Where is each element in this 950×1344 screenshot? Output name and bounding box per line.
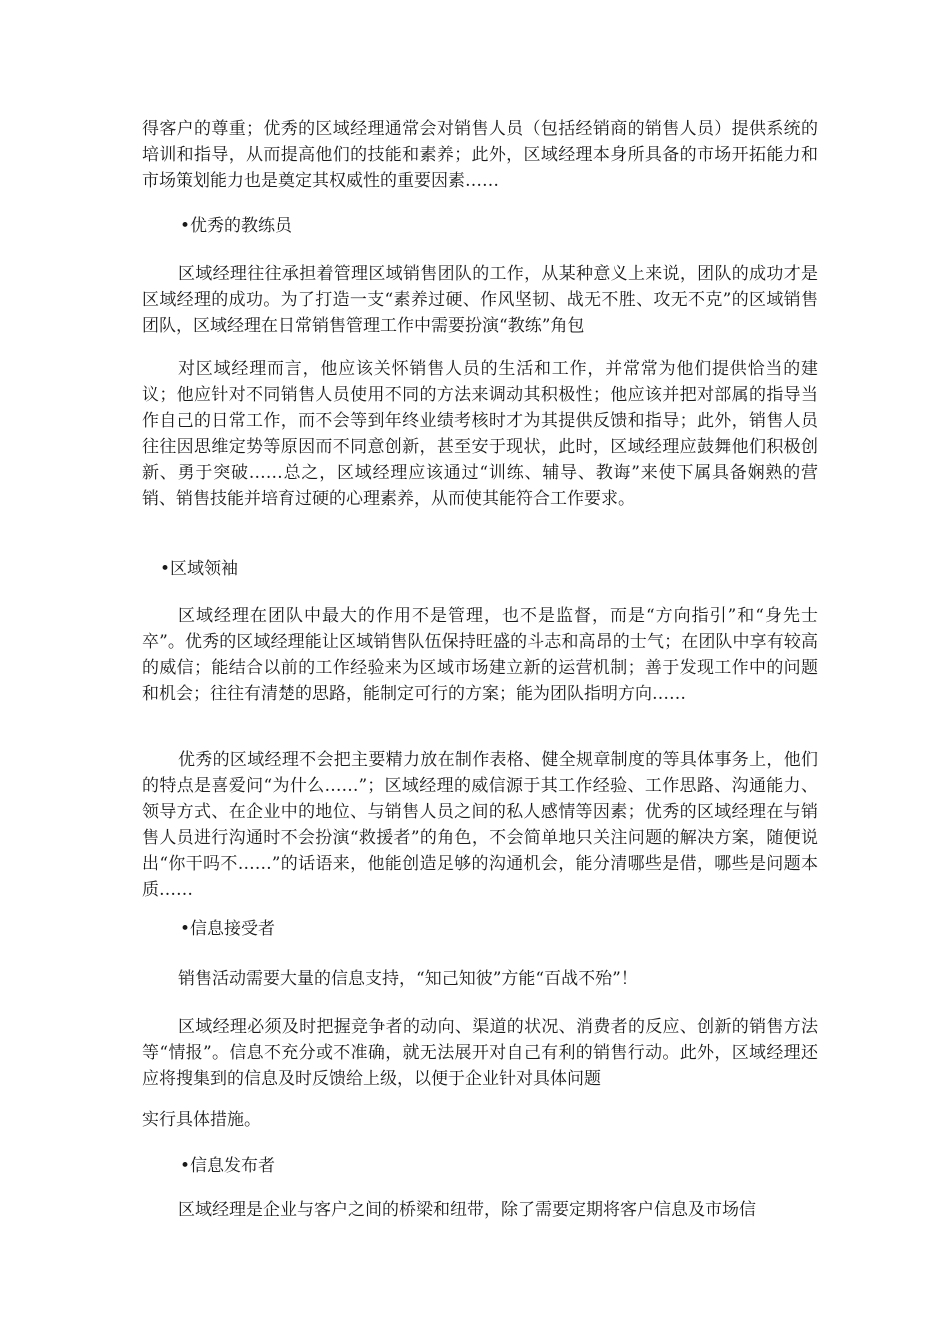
bullet-heading-coach: •优秀的教练员 (180, 216, 293, 236)
paragraph-info-support: 销售活动需要大量的信息支持，“知己知彼”方能“百战不殆”！ (178, 969, 638, 989)
paragraph-bridge: 区域经理是企业与客户之间的桥梁和纽带，除了需要定期将客户信息及市场信 (178, 1200, 756, 1220)
paragraph-team-coach: 区域经理往往承担着管理区域销售团队的工作，从某种意义上来说，团队的成功才是区域经理的成功。为了打造一支“素养过硬、作风坚韧、战无不胜、攻无不克”的区域销售团队，区域经理在日常销售管理工作中需要扮演“教练”角包 (142, 264, 818, 336)
paragraph-respect-training: 得客户的尊重；优秀的区域经理通常会对销售人员（包括经销商的销售人员）提供系统的培训和指导，从而提高他们的技能和素养；此外，区域经理本身所具备的市场开拓能力和市场策划能力也是奠定其权威性的重要因素…… (142, 119, 818, 191)
paragraph-intelligence: 区域经理必须及时把握竞争者的动向、渠道的状况、消费者的反应、创新的销售方法等“情报”。信息不充分或不准确，就无法展开对自己有利的销售行动。此外，区域经理还应将搜集到的信息及时反馈给上级，以便于企业针对具体问题 (142, 1017, 818, 1089)
paragraph-measures: 实行具体措施。 (142, 1110, 261, 1130)
paragraph-authority: 优秀的区域经理不会把主要精力放在制作表格、健全规章制度的等具体事务上，他们的特点是喜爱问“为什么……”；区域经理的威信源于其工作经验、工作思路、沟通能力、领导方式、在企业中的地位、与销售人员之间的私人感情等因素；优秀的区域经理在与销售人员进行沟通时不会扮演“救援者”的角色，不会简单地只关注问题的解决方案，随便说出“你干吗不……”的话语来，他能创造足够的沟通机会，能分清哪些是借，哪些是问题本质…… (142, 750, 818, 900)
paragraph-direction: 区域经理在团队中最大的作用不是管理，也不是监督，而是“方向指引”和“身先士卒”。优秀的区域经理能让区域销售队伍保持旺盛的斗志和高昂的士气；在团队中享有较高的威信；能结合以前的工作经验来为区域市场建立新的运营机制；善于发现工作中的问题和机会；往往有清楚的思路，能制定可行的方案；能为团队指明方向…… (142, 606, 818, 704)
bullet-heading-info-receiver: •信息接受者 (180, 919, 276, 939)
paragraph-care-guidance: 对区域经理而言，他应该关怀销售人员的生活和工作，并常常为他们提供恰当的建议；他应针对不同销售人员使用不同的方法来调动其积极性；他应该并把对部属的指导当作自己的日常工作，而不会等到年终业绩考核时才为其提供反馈和指导；此外，销售人员往往因思维定势等原因而不同意创新，甚至安于现状，此时，区域经理应鼓舞他们积极创新、勇于突破……总之，区域经理应该通过“训练、辅导、教诲”来使下属具备娴熟的营销、销售技能并培育过硬的心理素养，从而使其能符合工作要求。 (142, 359, 818, 509)
bullet-heading-leader: •区域领袖 (160, 559, 239, 579)
bullet-heading-info-publisher: •信息发布者 (180, 1156, 276, 1176)
